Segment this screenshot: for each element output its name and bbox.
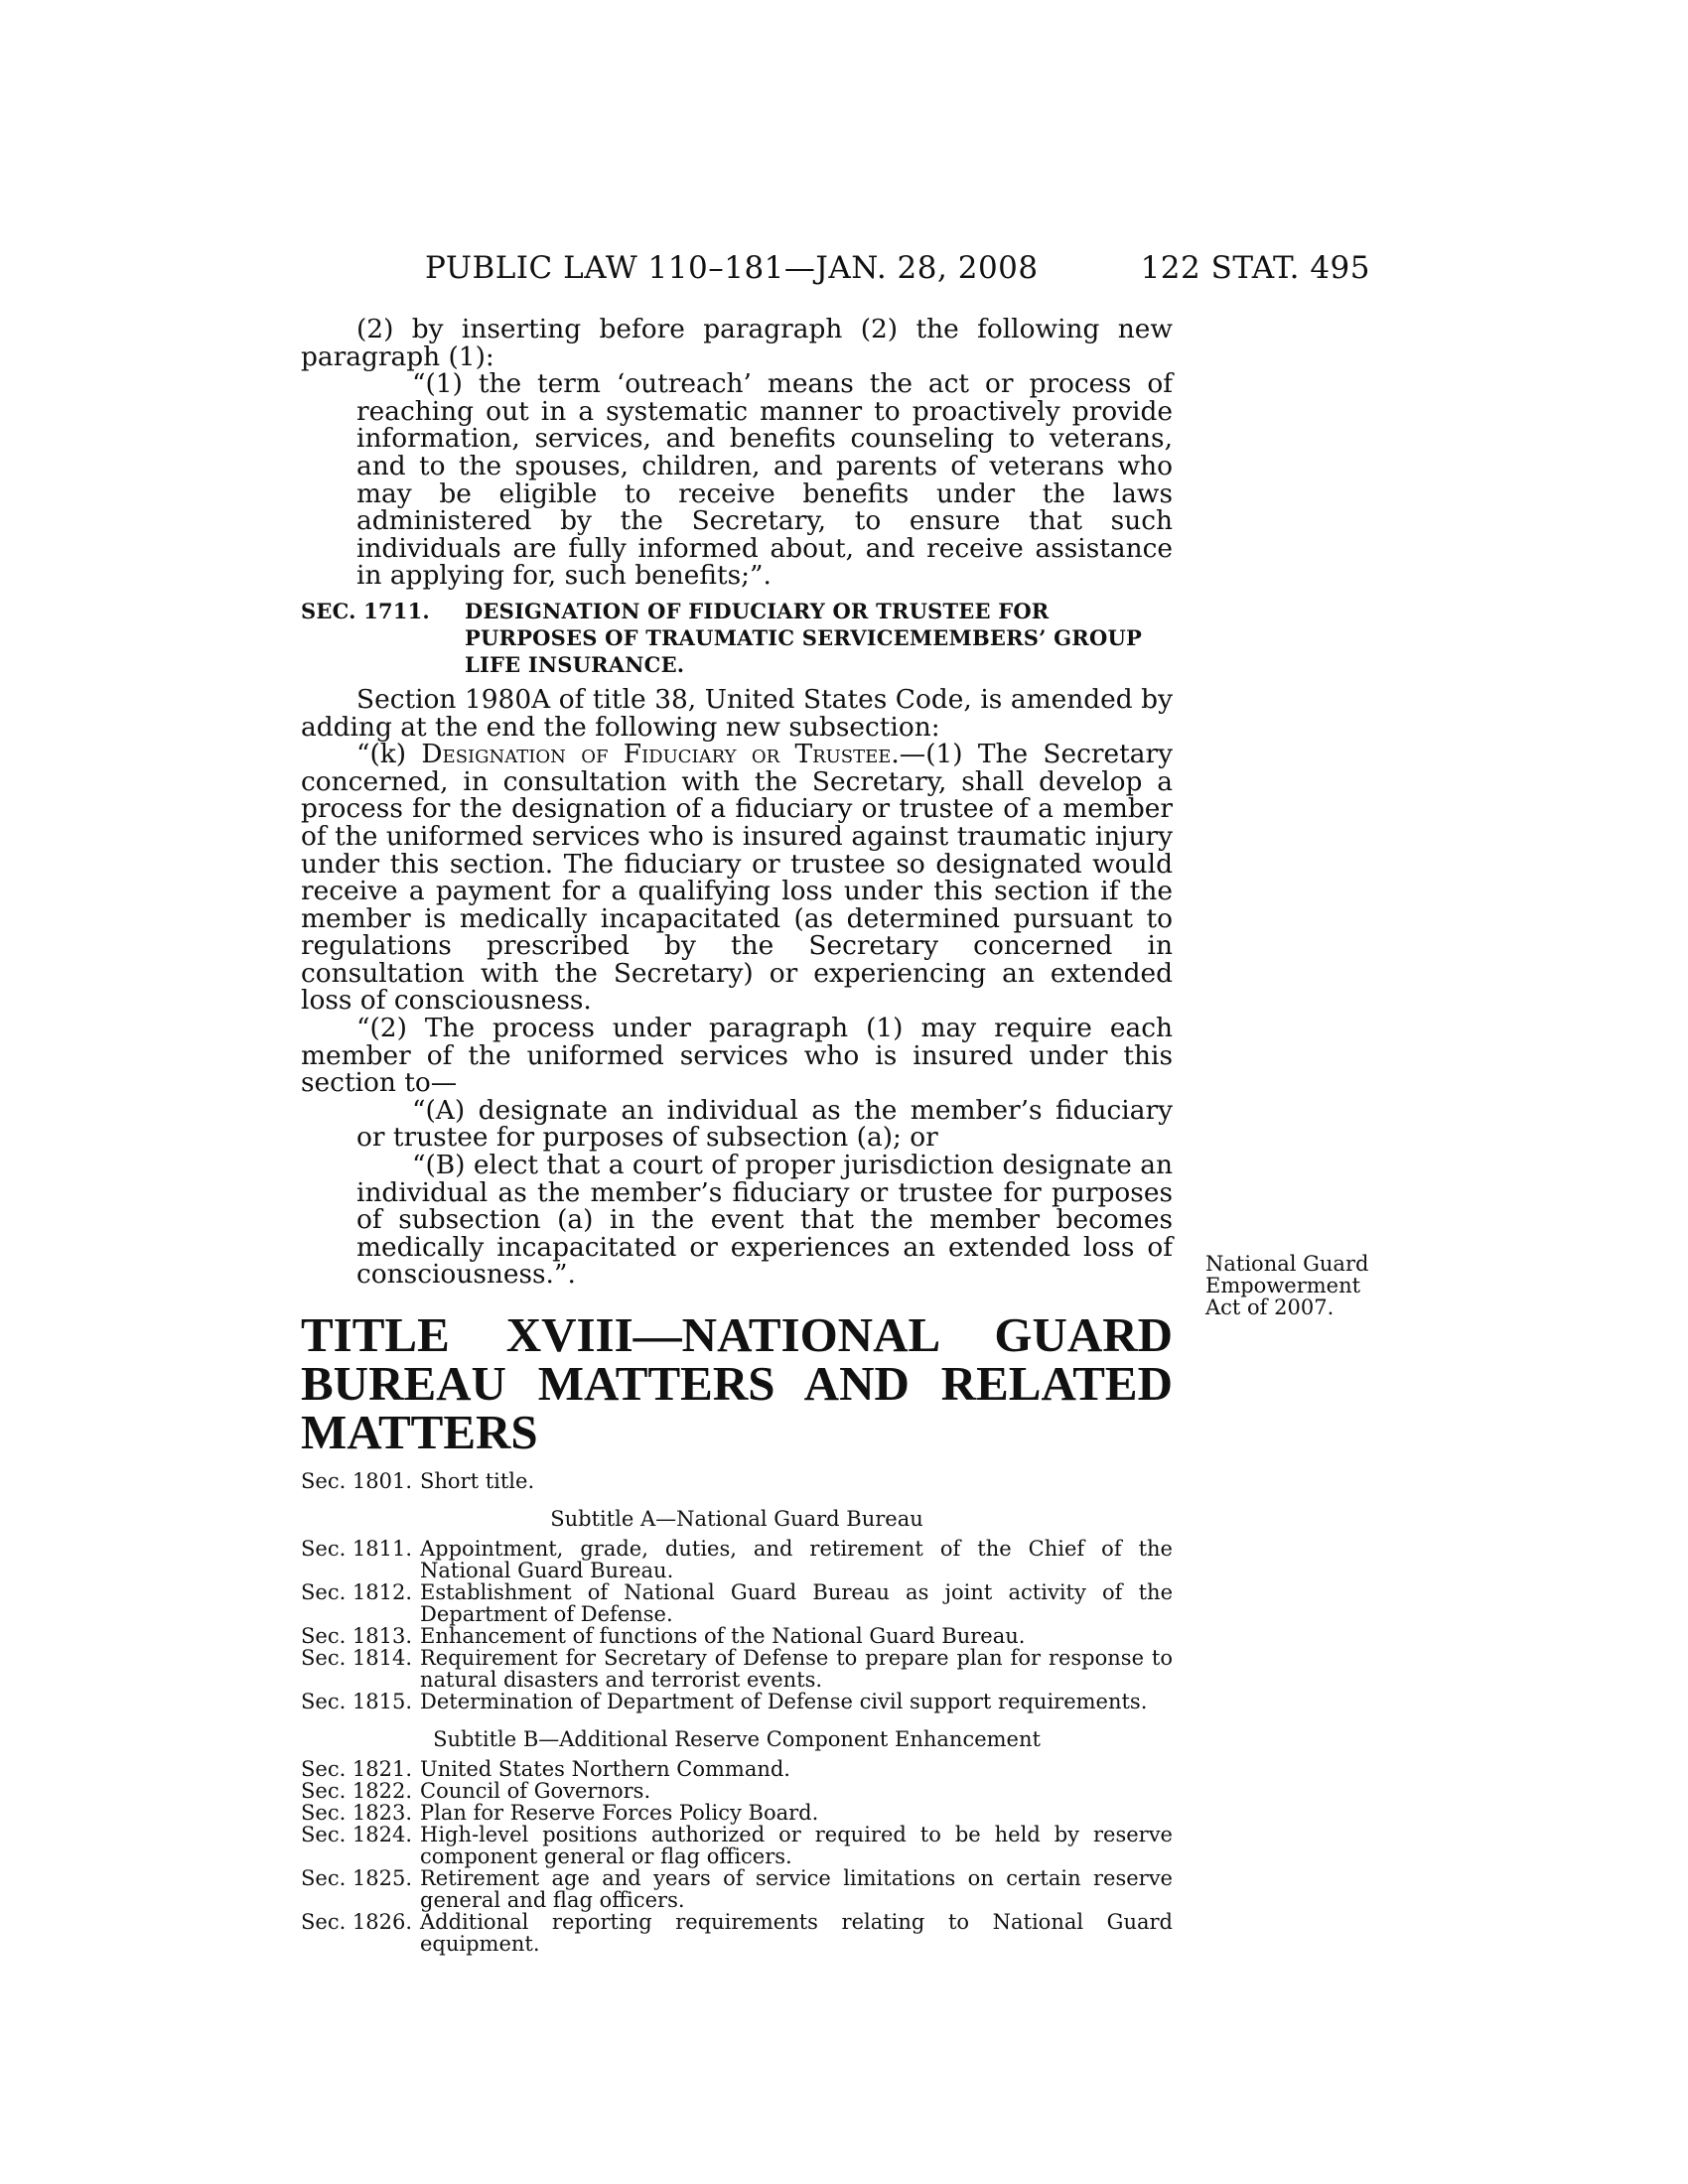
toc-entry-title: United States Northern Command. xyxy=(420,1757,790,1781)
toc-entry xyxy=(301,1780,1173,1802)
section-number: SEC. 1711. xyxy=(301,598,430,623)
running-header xyxy=(298,250,1370,294)
toc-entry-title: Plan for Reserve Forces Policy Board. xyxy=(420,1801,819,1825)
toc-entry-number: Sec. 1801. xyxy=(301,1469,413,1493)
toc-entry xyxy=(301,1470,1173,1492)
toc-entry xyxy=(301,1581,1173,1625)
toc-entry xyxy=(301,1867,1173,1911)
header-stat-page: 122 STAT. 495 xyxy=(1140,250,1370,286)
subsection-k-lead: “(k) xyxy=(356,739,422,770)
subsection-k-text: .—(1) The Secretary concerned, in consultation with the Secretary, shall develop a process for the designation of a fiduciary or trustee of a member of the uniformed services who is insured against traumatic injury under this section. The fiduciary or trustee so designated would receive a payment for a qualifying loss under this section if the member is medically incapacitated (as determined pursuant to regulations prescribed by the Secretary concerned in consultation with the Secretary) or experiencing an extended loss of consciousness. xyxy=(301,739,1173,1017)
section-title: DESIGNATION OF FIDUCIARY OR TRUSTEE FOR PURPOSES OF TRAUMATIC SERVICEMEMBERS’ GROUP LIFE INSURANCE. xyxy=(465,598,1142,677)
toc-entry-number: Sec. 1821. xyxy=(301,1757,413,1781)
toc-top-list xyxy=(301,1470,1173,1492)
paragraph-section-1980a: Section 1980A of title 38, United States Code, is amended by adding at the end the following new subsection: xyxy=(301,683,1173,743)
body-text xyxy=(301,316,1173,1955)
toc-entry xyxy=(301,1824,1173,1867)
toc-entry xyxy=(301,1758,1173,1780)
toc-entry xyxy=(301,1802,1173,1824)
section-heading-1711 xyxy=(301,598,1173,678)
toc-subtitle-a: Subtitle A—National Guard Bureau xyxy=(550,1507,923,1531)
header-public-law: PUBLIC LAW 110–181—JAN. 28, 2008 xyxy=(425,250,1039,286)
toc-subtitle-b-list xyxy=(301,1758,1173,1955)
toc-subtitle-a-list xyxy=(301,1538,1173,1712)
toc-entry-number: Sec. 1815. xyxy=(301,1690,413,1713)
toc-entry-number: Sec. 1814. xyxy=(301,1646,413,1670)
toc-entry-title: Establishment of National Guard Bureau as joint activity of the Department of Defense. xyxy=(420,1580,1173,1626)
paragraph-subsection-k xyxy=(301,741,1173,1015)
title-heading: TITLE XVIII—NATIONAL GUARD BUREAU MATTERS AND RELATED MATTERS xyxy=(301,1307,1173,1459)
paragraph-k-2-b: “(B) elect that a court of proper jurisdiction designate an individual as the member’s fiduciary or trustee for purposes of subsection (a) in the event that the member becomes medically incapacitated or experiences an extended loss of consciousness.”. xyxy=(356,1150,1173,1291)
subsection-k-heading: Designation of Fiduciary or Trustee xyxy=(421,739,892,770)
toc-entry-title: Appointment, grade, duties, and retirement of the Chief of the National Guard Bureau. xyxy=(420,1537,1173,1582)
toc-entry xyxy=(301,1691,1173,1712)
toc-entry-number: Sec. 1813. xyxy=(301,1624,413,1648)
toc-entry-number: Sec. 1825. xyxy=(301,1866,413,1890)
table-of-contents xyxy=(301,1470,1173,1955)
paragraph-outreach-definition: “(1) the term ‘outreach’ means the act or process of reaching out in a systematic manner to proactively provide information, services, and benefits counseling to veterans, and to the spouses, children, and parents of veterans who may be eligible to receive benefits under the laws administered by the Secretary, to ensure that such individuals are fully informed about, and receive assistance in applying for, such benefits;”. xyxy=(356,368,1173,592)
paragraph-k-2: “(2) The process under paragraph (1) may require each member of the uniformed services who is insured under this section to— xyxy=(301,1013,1173,1099)
toc-entry-title: Determination of Department of Defense civil support requirements. xyxy=(420,1690,1148,1713)
toc-entry-title: Enhancement of functions of the National Guard Bureau. xyxy=(420,1624,1026,1648)
toc-entry xyxy=(301,1647,1173,1691)
toc-entry-number: Sec. 1824. xyxy=(301,1823,413,1846)
paragraph-k-2-a: “(A) designate an individual as the member’s fiduciary or trustee for purposes of subsection (a); or xyxy=(356,1094,1173,1154)
toc-entry-number: Sec. 1812. xyxy=(301,1580,413,1604)
toc-entry-number: Sec. 1823. xyxy=(301,1801,413,1825)
paragraph-amendment-2: (2) by inserting before paragraph (2) the following new paragraph (1): xyxy=(301,314,1173,372)
toc-entry-title: Council of Governors. xyxy=(420,1779,651,1803)
toc-entry-number: Sec. 1826. xyxy=(301,1910,413,1934)
toc-entry-title: High-level positions authorized or required to be held by reserve component general or flag officers. xyxy=(420,1823,1173,1868)
toc-entry-title: Additional reporting requirements relating to National Guard equipment. xyxy=(420,1910,1173,1956)
toc-entry-title: Requirement for Secretary of Defense to prepare plan for response to natural disasters and terrorist events. xyxy=(420,1646,1173,1692)
toc-entry-title: Retirement age and years of service limitations on certain reserve general and flag officers. xyxy=(420,1866,1173,1912)
toc-entry xyxy=(301,1625,1173,1647)
toc-subtitle-b: Subtitle B—Additional Reserve Component Enhancement xyxy=(433,1727,1041,1751)
toc-entry-title: Short title. xyxy=(420,1469,535,1493)
toc-entry-number: Sec. 1811. xyxy=(301,1537,413,1561)
toc-entry-number: Sec. 1822. xyxy=(301,1779,413,1803)
margin-note: National Guard Empowerment Act of 2007. xyxy=(1205,1252,1369,1319)
toc-entry xyxy=(301,1911,1173,1955)
toc-entry xyxy=(301,1538,1173,1581)
